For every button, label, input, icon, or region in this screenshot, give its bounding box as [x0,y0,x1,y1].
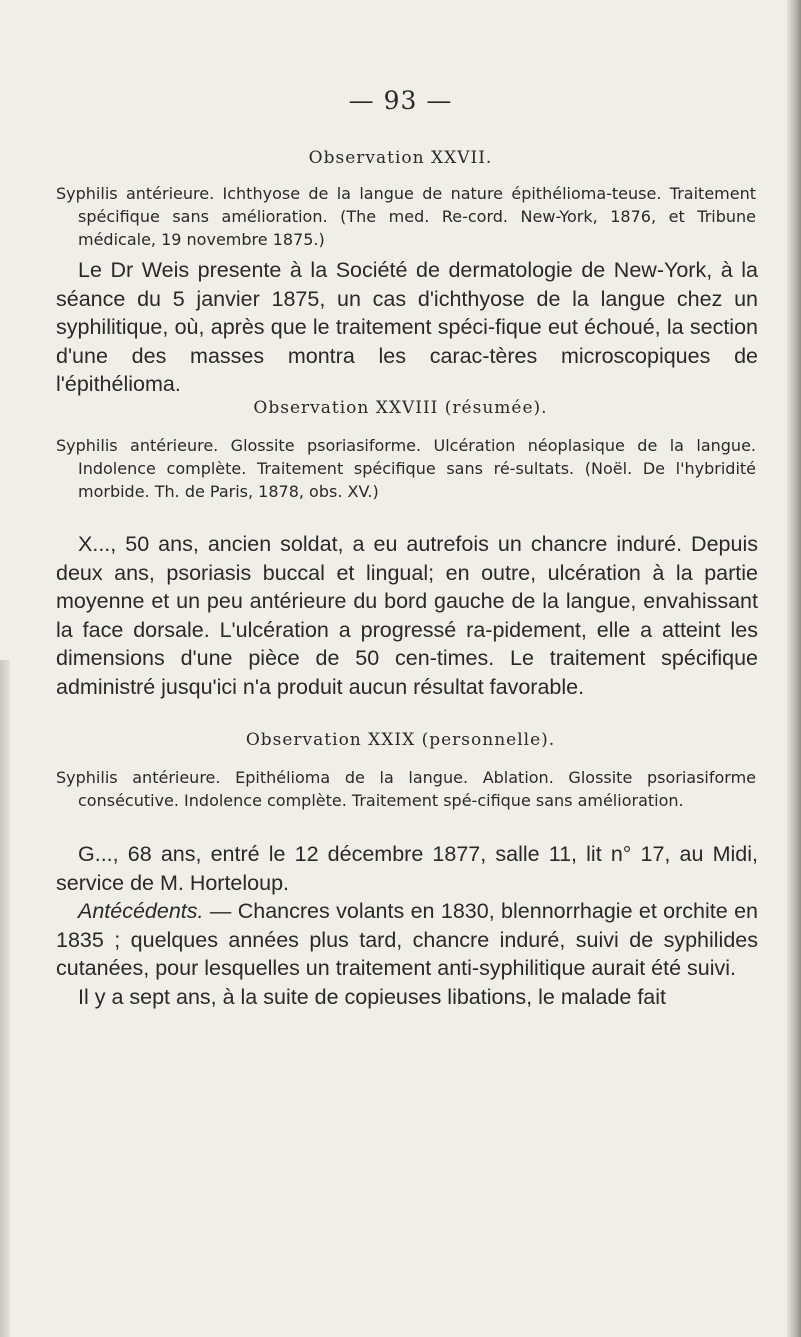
body-paragraph: Le Dr Weis presente à la Société de dermatologie de New-York, à la séance du 5 janvier 1875, un cas d'ichthyose de la langue chez un syphilitique, où, après que le traitement spéci-fique eut échoué, la section d'une des masses montra les carac-tères microscopiques de l'épithélioma. [56,258,758,397]
observation-body [56,256,758,399]
summary-text: Syphilis antérieure. Epithélioma de la langue. Ablation. Glossite psoriasiforme consécutive. Indolence complète. Traitement spé-cifique sans amélioration. [56,768,756,810]
summary-text: Syphilis antérieure. Ichthyose de la langue de nature épithélioma-teuse. Traitement spécifique sans amélioration. (The med. Re-cord. New-York, 1876, et Tribune médicale, 19 novembre 1875.) [56,184,756,249]
page-edge-shadow-left [0,660,10,1337]
observation-title: Observation XXVIII (résumée). [253,398,548,418]
antecedents-paragraph [56,897,758,983]
observation-body [56,530,758,702]
observation-summary [56,434,756,503]
observation-title: Observation XXIX (personnelle). [245,730,556,750]
body-paragraph: X..., 50 ans, ancien soldat, a eu autrefois un chancre induré. Depuis deux ans, psoriasis buccal et lingual; en outre, ulcération à la partie moyenne et un peu antérieure du bord gauche de la langue, envahissant la face dorsale. L'ulcération a progressé ra-pidement, elle a atteint les dimensions d'une pièce de 50 cen-times. Le traitement spécifique administré jusqu'ici n'a produit aucun résultat favorable. [56,532,758,699]
observation-summary [56,182,756,251]
antecedents-text: — Chancres volants en 1830, blennorrhagie et orchite en 1835 ; quelques années plus tard, chancre induré, suivi de syphilides cutanées, pour lesquelles un traitement anti-syphilitique aurait été suivi. [56,899,758,981]
summary-text: Syphilis antérieure. Glossite psoriasiforme. Ulcération néoplasique de la langue. Indolence complète. Traitement spécifique sans ré-sultats. (Noël. De l'hybridité morbide. Th. de Paris, 1878, obs. XV.) [56,436,756,501]
observation-title: Observation XXVII. [308,148,493,168]
observation-summary [56,766,756,812]
page-edge-shadow [787,0,801,1337]
observation-body [56,840,758,1012]
last-line: Il y a sept ans, à la suite de copieuses libations, le malade fait [78,984,667,1009]
page-number: — 93 — [348,86,453,115]
body-paragraph: G..., 68 ans, entré le 12 décembre 1877, salle 11, lit n° 17, au Midi, service de M. Horteloup. [56,842,758,895]
antecedents-label: Antécédents. [78,899,204,924]
